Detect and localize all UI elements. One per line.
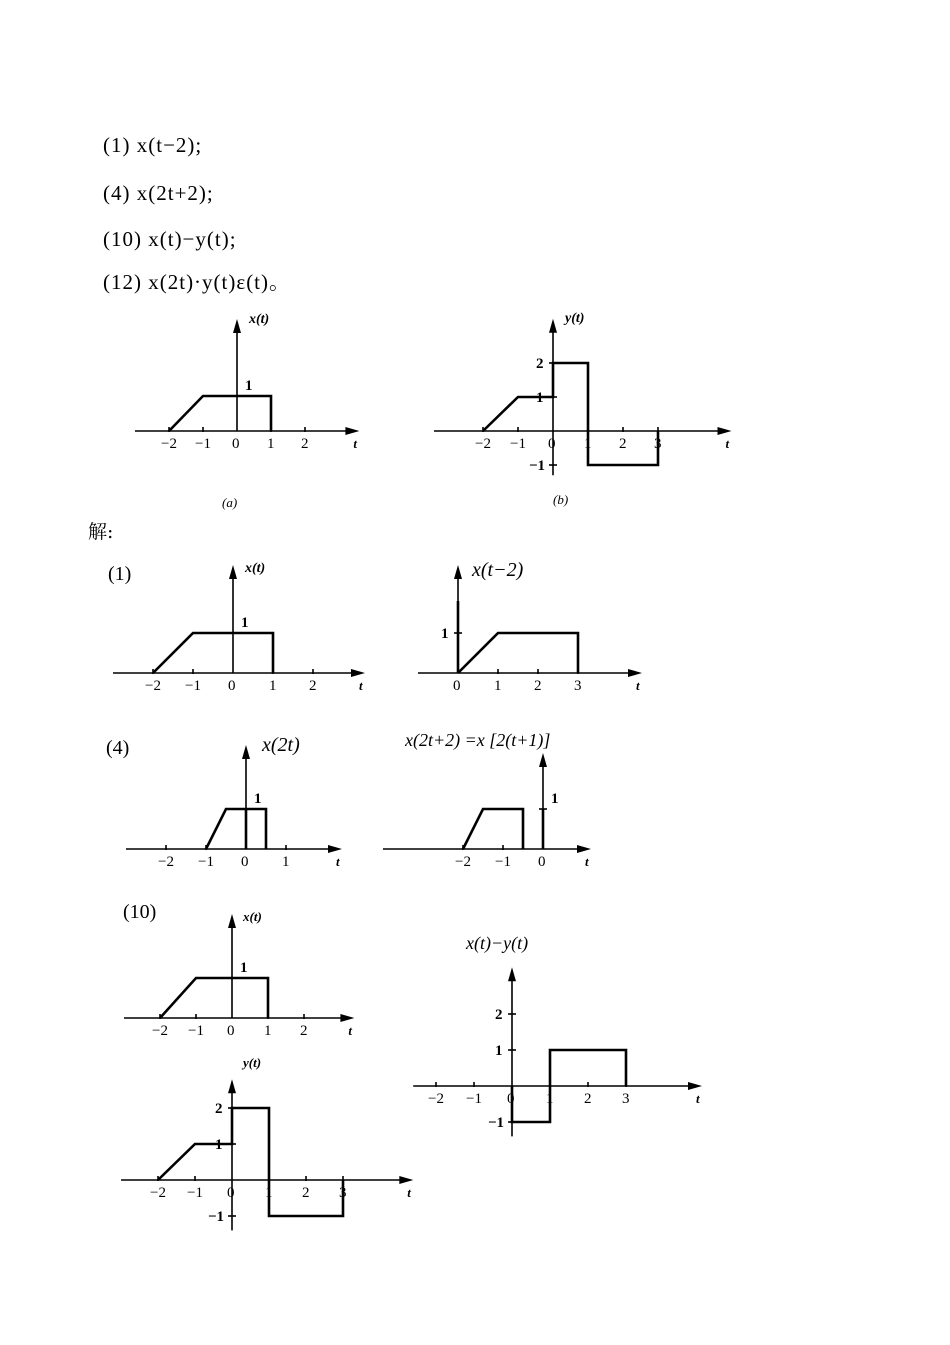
y-tick-label: 2 [536,356,544,372]
title-s4-x2t2: x(2t+2) =x [2(t+1)] [405,730,551,750]
y-axis-arrow [228,914,236,928]
y-tick-label: 1 [240,960,248,976]
x-tick-label: 0 [241,854,249,870]
x-tick-label: 1 [264,1023,272,1039]
x-tick-label: −2 [158,854,174,870]
y-tick-label: 1 [215,1137,223,1153]
title-s10-x: x(t) [243,909,262,924]
y-tick-label: 2 [215,1101,223,1117]
x-tick-label: 3 [574,678,582,694]
caption-a: (a) [222,495,238,510]
x-tick-label: 1 [265,1185,273,1201]
x-tick-label: 2 [584,1091,592,1107]
y-tick-label: −1 [208,1209,225,1225]
problem-12: (12) x(2t)·y(t)ε(t)。 [103,270,292,294]
y-tick-label: 1 [254,791,262,807]
x-tick-label: 2 [302,1185,310,1201]
problem-1: (1) x(t−2); [103,133,203,157]
x-axis-arrow [399,1176,413,1184]
graph-s1-shift [418,565,642,694]
y-tick-label: −1 [529,458,546,474]
y-tick-label: 1 [536,390,544,406]
solution-label: 解: [88,521,114,543]
x-tick-label: 1 [267,436,275,452]
x-tick-label: −2 [152,1023,168,1039]
title-s1-x: x(t) [245,561,266,576]
signal-line [158,1108,343,1216]
y-tick-label: 1 [245,378,253,394]
x-tick-label: 1 [584,436,592,452]
y-tick-label: 1 [241,615,249,631]
graphs-layer [113,319,732,1231]
title-b-y: y(t) [565,311,585,326]
x-tick-label: 0 [507,1091,515,1107]
signal-line [169,396,271,431]
y-axis-arrow [233,319,241,333]
y-axis-arrow [229,565,237,579]
x-tick-label: −2 [475,436,491,452]
x-tick-label: −2 [428,1091,444,1107]
x-tick-label: 1 [494,678,502,694]
graph-s10-x [124,914,354,1039]
x-axis-arrow [340,1014,354,1022]
y-tick-label: 1 [551,791,559,807]
x-tick-label: −1 [198,854,214,870]
graph-b-y [434,319,732,475]
x-tick-label: 2 [619,436,627,452]
x-tick-label: 3 [622,1091,630,1107]
x-tick-label: 1 [282,854,290,870]
x-tick-label: 3 [339,1185,347,1201]
x-axis-arrow [688,1082,702,1090]
x-tick-label: 3 [654,436,662,452]
x-tick-label: −1 [187,1185,203,1201]
x-axis-arrow [718,427,732,435]
x-axis-var: t [696,1091,700,1106]
x-tick-label: 2 [301,436,309,452]
y-tick-label: 1 [441,626,449,642]
x-tick-label: 1 [269,678,277,694]
title-s10-diff: x(t)−y(t) [466,933,529,953]
x-tick-label: 1 [546,1091,554,1107]
x-tick-label: 0 [228,678,236,694]
x-axis-arrow [628,669,642,677]
title-s1-shift: x(t−2) [472,559,524,581]
section-label-4: (4) [106,737,130,759]
x-tick-label: −1 [185,678,201,694]
x-tick-label: −2 [145,678,161,694]
x-axis-var: t [336,854,340,869]
x-tick-label: −1 [195,436,211,452]
x-tick-label: −1 [510,436,526,452]
x-tick-label: 0 [227,1185,235,1201]
x-tick-label: −2 [455,854,471,870]
x-axis-var: t [725,436,730,451]
graph-s10-diff [413,967,702,1136]
title-a-x: x(t) [249,312,270,327]
x-tick-label: 2 [309,678,317,694]
x-axis-arrow [577,845,591,853]
x-axis-var: t [636,678,640,693]
y-tick-label: −1 [488,1115,505,1131]
problem-10: (10) x(t)−y(t); [103,227,237,251]
signal-line [463,809,523,849]
x-tick-label: 0 [227,1023,235,1039]
x-axis-var: t [359,678,363,693]
y-axis-arrow [549,319,557,333]
y-axis-arrow [242,745,250,759]
signal-line [153,633,273,673]
graph-s4-x2t2 [383,753,591,870]
title-s4-x2t: x(2t) [262,734,300,756]
graph-s4-x2t [126,745,342,870]
x-tick-label: 0 [548,436,556,452]
x-axis-var: t [407,1185,411,1200]
x-tick-label: 2 [300,1023,308,1039]
x-tick-label: −2 [150,1185,166,1201]
x-tick-label: −1 [466,1091,482,1107]
caption-b: (b) [553,492,569,507]
x-tick-label: −1 [188,1023,204,1039]
y-axis-arrow [228,1079,236,1093]
x-tick-label: −2 [161,436,177,452]
x-tick-label: 0 [538,854,546,870]
problem-4: (4) x(2t+2); [103,181,214,205]
signal-line [458,633,578,673]
x-tick-label: 0 [232,436,240,452]
graph-s1-x [113,565,365,694]
x-axis-arrow [345,427,359,435]
y-tick-label: 1 [495,1043,503,1059]
section-label-1: (1) [108,563,132,585]
graph-s10-y [121,1079,413,1230]
x-tick-label: 0 [453,678,461,694]
x-axis-var: t [585,854,589,869]
signal-line [160,978,268,1018]
graph-a-x [135,319,359,452]
x-tick-label: −1 [495,854,511,870]
x-tick-label: 2 [534,678,542,694]
y-axis-arrow [539,753,547,767]
y-axis-arrow [508,967,516,981]
title-s10-y: y(t) [243,1055,262,1070]
signal-line [206,809,266,849]
y-tick-label: 2 [495,1007,503,1023]
x-axis-var: t [348,1023,353,1038]
y-axis-arrow [454,565,462,579]
x-axis-arrow [328,845,342,853]
x-axis-arrow [351,669,365,677]
section-label-10: (10) [123,901,157,923]
x-axis-var: t [353,436,358,451]
